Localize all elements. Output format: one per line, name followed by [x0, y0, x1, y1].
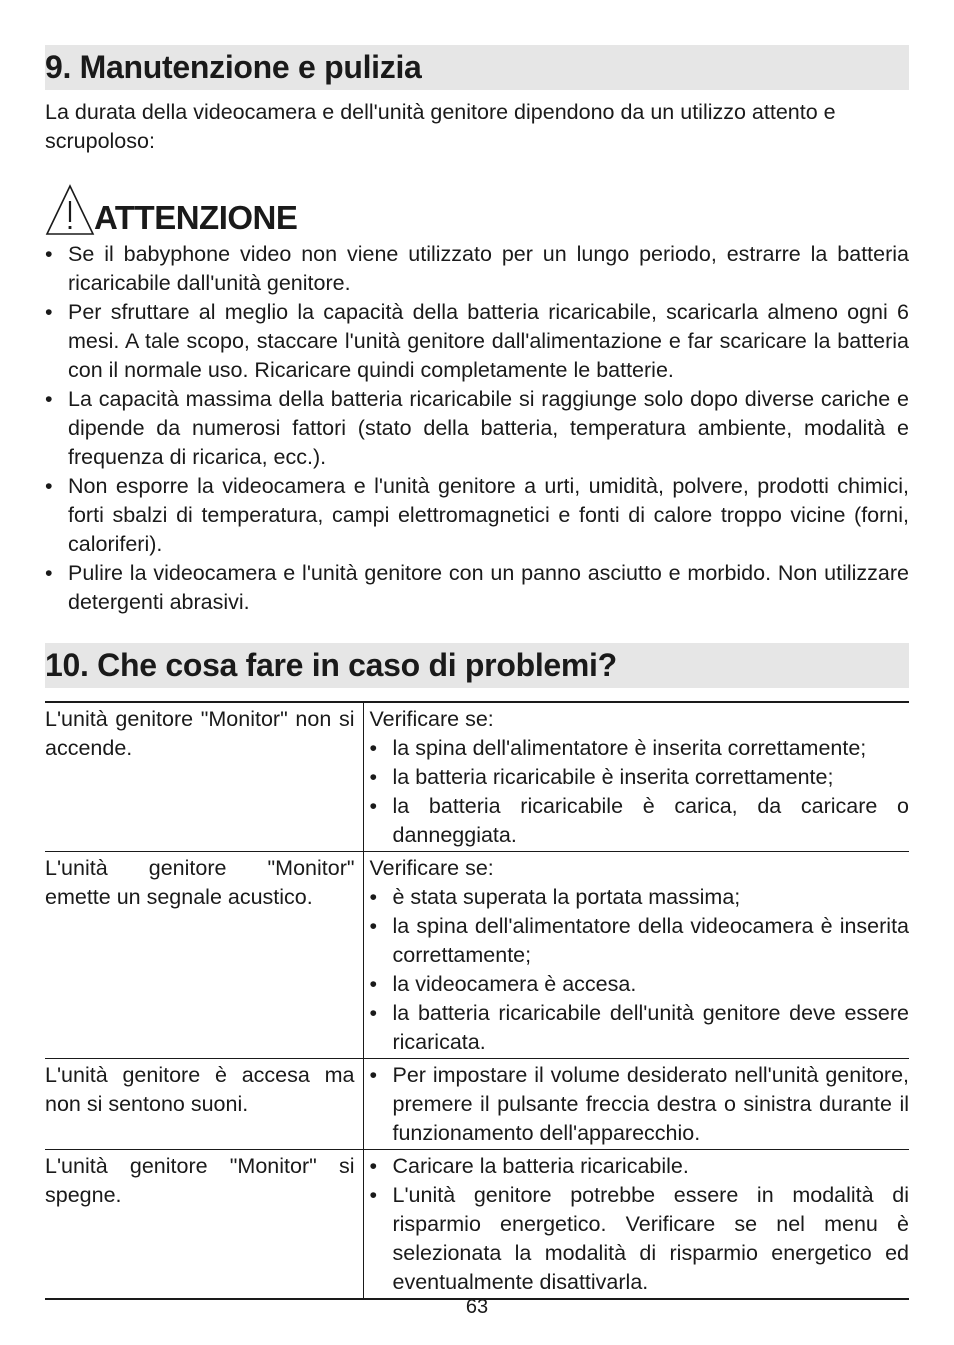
bullet-dot: •: [45, 387, 53, 411]
bullet-dot: •: [45, 242, 53, 266]
section-10-title: 10. Che cosa fare in caso di problemi?: [45, 647, 617, 683]
solution-text: la videocamera è accesa.: [392, 972, 637, 996]
manual-page: [45, 45, 909, 1300]
bullet-dot: •: [45, 561, 53, 585]
solution-text: la batteria ricaricabile dell'unità genitore deve essere ricaricata.: [392, 1001, 909, 1054]
bullet-dot: •: [369, 972, 378, 996]
table-row: [45, 1150, 909, 1300]
bullet-dot: •: [45, 474, 53, 498]
section-9-heading-bar: [45, 45, 909, 90]
solution-item: [370, 970, 910, 999]
warning-triangle-icon: [45, 184, 95, 236]
problem-cell: L'unità genitore è accesa ma non si sentono suoni.: [45, 1059, 363, 1150]
maintenance-bullet-item: [45, 472, 909, 559]
maintenance-bullet-list: [45, 240, 909, 617]
bullet-dot: •: [369, 1001, 378, 1025]
solution-item: [370, 999, 910, 1057]
solution-list: [370, 883, 910, 1057]
solution-item: [370, 734, 910, 763]
table-row: [45, 1059, 909, 1150]
solution-item: [370, 1152, 910, 1181]
solution-cell: [363, 702, 909, 852]
bullet-text: Non esporre la videocamera e l'unità genitore a urti, umidità, polvere, prodotti chimici, forti sbalzi di temperatura, campi elettromagnetici e fonti di calore troppo vicine (forni, caloriferi).: [68, 474, 909, 556]
solution-text: la spina dell'alimentatore è inserita correttamente;: [392, 736, 867, 760]
solution-list: [370, 1152, 910, 1297]
solution-item: [370, 1181, 910, 1297]
section-10: [45, 643, 909, 1300]
maintenance-bullet-item: [45, 559, 909, 617]
solution-item: [370, 763, 910, 792]
solution-list: [370, 734, 910, 850]
bullet-dot: •: [369, 765, 378, 789]
bullet-text: Se il babyphone video non viene utilizzato per un lungo periodo, estrarre la batteria ricaricabile dall'unità genitore.: [68, 242, 909, 295]
solution-text: la spina dell'alimentatore della videocamera è inserita correttamente;: [392, 914, 909, 967]
maintenance-bullet-item: [45, 385, 909, 472]
problem-cell: L'unità genitore "Monitor" si spegne.: [45, 1154, 355, 1207]
bullet-dot: •: [369, 1063, 378, 1087]
solution-lead: Verificare se:: [369, 707, 494, 731]
solution-text: è stata superata la portata massima;: [392, 885, 741, 909]
solution-cell: [363, 1150, 909, 1300]
solution-item: [370, 912, 910, 970]
bullet-dot: •: [369, 736, 378, 760]
bullet-dot: •: [369, 794, 378, 818]
solution-item: [370, 792, 910, 850]
maintenance-bullet-item: [45, 240, 909, 298]
bullet-dot: •: [369, 1183, 378, 1207]
bullet-text: Pulire la videocamera e l'unità genitore con un panno asciutto e morbido. Non utilizzare detergenti abrasivi.: [68, 561, 909, 614]
bullet-dot: •: [369, 885, 378, 909]
bullet-dot: •: [369, 914, 378, 938]
warning-title: ATTENZIONE: [94, 199, 298, 236]
solution-list: [370, 1061, 910, 1148]
problem-cell: L'unità genitore "Monitor" emette un segnale acustico.: [45, 852, 363, 1059]
troubleshooting-table: [45, 701, 909, 1300]
solution-item: [370, 883, 910, 912]
solution-cell: [363, 852, 909, 1059]
solution-cell: [363, 1059, 909, 1150]
solution-lead: Verificare se:: [369, 856, 494, 880]
problem-cell: L'unità genitore "Monitor" non si accende.: [45, 702, 363, 852]
solution-text: la batteria ricaricabile è inserita correttamente;: [392, 765, 834, 789]
section-9-intro: La durata della videocamera e dell'unità genitore dipendono da un utilizzo attento e scrupoloso:: [45, 100, 836, 153]
solution-text: la batteria ricaricabile è carica, da caricare o danneggiata.: [392, 794, 909, 847]
bullet-dot: •: [369, 1154, 378, 1178]
solution-text: Per impostare il volume desiderato nell'unità genitore, premere il pulsante freccia destra o sinistra durante il funzionamento dell'apparecchio.: [392, 1063, 909, 1145]
table-row: [45, 852, 909, 1059]
bullet-text: Per sfruttare al meglio la capacità della batteria ricaricabile, scaricarla almeno ogni 6 mesi. A tale scopo, staccare l'unità genitore dall'alimentazione e far scaricare la batteria con il normale uso. Ricaricare quindi completamente le batterie.: [68, 300, 909, 382]
warning-block: [45, 182, 909, 240]
bullet-dot: •: [45, 300, 53, 324]
table-row: [45, 702, 909, 852]
maintenance-bullet-item: [45, 298, 909, 385]
solution-text: Caricare la batteria ricaricabile.: [392, 1154, 689, 1178]
section-10-heading-bar: [45, 643, 909, 688]
solution-text: L'unità genitore potrebbe essere in modalità di risparmio energetico. Verificare se nel menu è selezionata la modalità di risparmio energetico ed eventualmente disattivarla.: [392, 1183, 909, 1294]
solution-item: [370, 1061, 910, 1148]
section-9-title: 9. Manutenzione e pulizia: [45, 49, 422, 85]
page-number: 63: [465, 1296, 489, 1318]
bullet-text: La capacità massima della batteria ricaricabile si raggiunge solo dopo diverse cariche e dipende da numerosi fattori (stato della batteria, temperatura ambiente, modalità e frequenza di ricarica, ecc.).: [68, 387, 909, 469]
